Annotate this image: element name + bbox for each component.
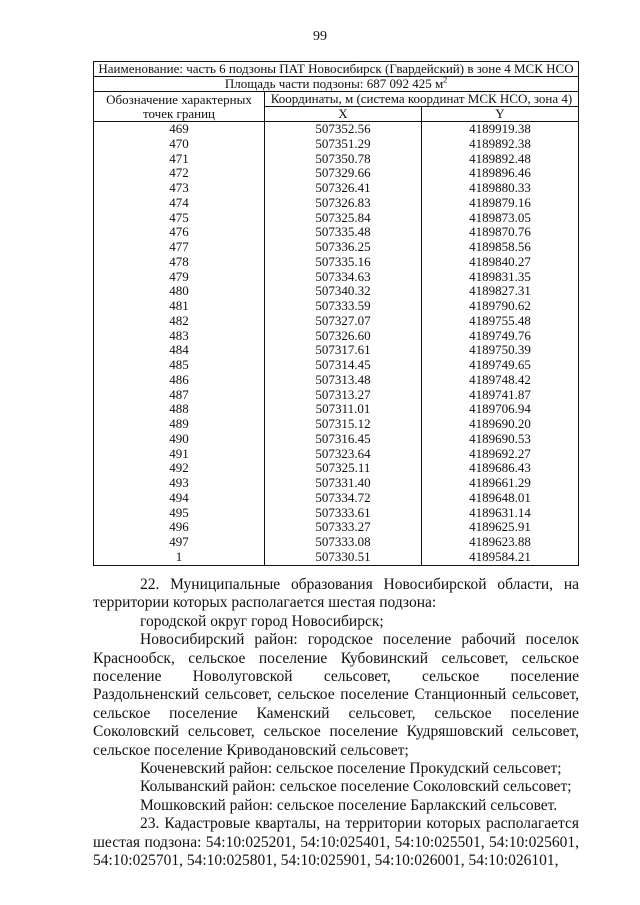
x-cell: 507333.27 bbox=[265, 520, 422, 535]
y-cell: 4189690.20 bbox=[422, 417, 579, 432]
x-cell: 507336.25 bbox=[265, 240, 422, 255]
point-cell: 491 bbox=[94, 447, 265, 462]
y-cell: 4189919.38 bbox=[422, 122, 579, 137]
y-cell: 4189623.88 bbox=[422, 535, 579, 550]
point-cell: 472 bbox=[94, 166, 265, 181]
paragraph: 23. Кадастровые кварталы, на территории которых располагается шестая подзона: 54:10:025201, 54:10:025401, 54:10:025501, 54:10:025601, 54:10:025701, 54:10:025801, 54:10:025901, 54:10:026001, 54:10:026101, bbox=[93, 815, 579, 870]
table-row bbox=[94, 181, 579, 196]
table-row bbox=[94, 491, 579, 506]
table-row bbox=[94, 225, 579, 240]
table-row bbox=[94, 152, 579, 167]
point-cell: 495 bbox=[94, 506, 265, 521]
x-cell: 507335.16 bbox=[265, 255, 422, 270]
y-cell: 4189692.27 bbox=[422, 447, 579, 462]
x-cell: 507334.72 bbox=[265, 491, 422, 506]
y-cell: 4189584.21 bbox=[422, 550, 579, 565]
point-cell: 481 bbox=[94, 299, 265, 314]
y-cell: 4189870.76 bbox=[422, 225, 579, 240]
column-header-y: Y bbox=[422, 107, 579, 122]
paragraph: Коченевский район: сельское поселение Прокудский сельсовет; bbox=[140, 760, 562, 778]
x-cell: 507326.60 bbox=[265, 329, 422, 344]
y-cell: 4189706.94 bbox=[422, 402, 579, 417]
x-cell: 507325.84 bbox=[265, 211, 422, 226]
x-cell: 507311.01 bbox=[265, 402, 422, 417]
area-label: Площадь части подзоны: 687 092 425 м bbox=[224, 76, 444, 91]
y-cell: 4189892.38 bbox=[422, 137, 579, 152]
point-cell: 493 bbox=[94, 476, 265, 491]
point-cell: 470 bbox=[94, 137, 265, 152]
table-row bbox=[94, 417, 579, 432]
column-header-x: X bbox=[265, 107, 422, 122]
x-cell: 507333.08 bbox=[265, 535, 422, 550]
paragraph: Мошковский район: сельское поселение Барлакский сельсовет. bbox=[140, 796, 558, 814]
y-cell: 4189858.56 bbox=[422, 240, 579, 255]
x-cell: 507351.29 bbox=[265, 137, 422, 152]
table-row bbox=[94, 329, 579, 344]
x-cell: 507313.27 bbox=[265, 388, 422, 403]
table-row bbox=[94, 461, 579, 476]
point-cell: 488 bbox=[94, 402, 265, 417]
y-cell: 4189827.31 bbox=[422, 284, 579, 299]
point-cell: 497 bbox=[94, 535, 265, 550]
table-area bbox=[94, 77, 579, 92]
table-row bbox=[94, 122, 579, 137]
point-cell: 476 bbox=[94, 225, 265, 240]
x-cell: 507334.63 bbox=[265, 270, 422, 285]
x-cell: 507317.61 bbox=[265, 343, 422, 358]
x-cell: 507327.07 bbox=[265, 314, 422, 329]
table-row bbox=[94, 343, 579, 358]
paragraph: 22. Муниципальные образования Новосибирской области, на территории которых располагается шестая подзона: bbox=[93, 576, 579, 612]
table-row bbox=[94, 284, 579, 299]
y-cell: 4189748.42 bbox=[422, 373, 579, 388]
point-cell: 474 bbox=[94, 196, 265, 211]
y-cell: 4189896.46 bbox=[422, 166, 579, 181]
point-cell: 485 bbox=[94, 358, 265, 373]
x-cell: 507331.40 bbox=[265, 476, 422, 491]
table-row bbox=[94, 506, 579, 521]
page-number: 99 bbox=[313, 29, 327, 44]
y-cell: 4189749.76 bbox=[422, 329, 579, 344]
point-cell: 483 bbox=[94, 329, 265, 344]
point-cell: 469 bbox=[94, 122, 265, 137]
table-row bbox=[94, 388, 579, 403]
x-cell: 507315.12 bbox=[265, 417, 422, 432]
point-cell: 486 bbox=[94, 373, 265, 388]
y-cell: 4189741.87 bbox=[422, 388, 579, 403]
table-row bbox=[94, 447, 579, 462]
point-cell: 484 bbox=[94, 343, 265, 358]
table-row bbox=[94, 270, 579, 285]
x-cell: 507333.59 bbox=[265, 299, 422, 314]
point-cell: 494 bbox=[94, 491, 265, 506]
point-cell: 479 bbox=[94, 270, 265, 285]
table-row bbox=[94, 550, 579, 565]
y-cell: 4189631.14 bbox=[422, 506, 579, 521]
table-row bbox=[94, 432, 579, 447]
x-cell: 507325.11 bbox=[265, 461, 422, 476]
table-row bbox=[94, 476, 579, 491]
table-row bbox=[94, 299, 579, 314]
y-cell: 4189686.43 bbox=[422, 461, 579, 476]
table-row bbox=[94, 240, 579, 255]
y-cell: 4189625.91 bbox=[422, 520, 579, 535]
x-cell: 507333.61 bbox=[265, 506, 422, 521]
point-cell: 477 bbox=[94, 240, 265, 255]
y-cell: 4189879.16 bbox=[422, 196, 579, 211]
table-row bbox=[94, 373, 579, 388]
column-header-coordinates: Координаты, м (система координат МСК НСО, зона 4) bbox=[265, 92, 579, 107]
y-cell: 4189880.33 bbox=[422, 181, 579, 196]
point-cell: 471 bbox=[94, 152, 265, 167]
x-cell: 507326.41 bbox=[265, 181, 422, 196]
point-cell: 490 bbox=[94, 432, 265, 447]
column-header-point bbox=[94, 92, 265, 122]
table-row bbox=[94, 520, 579, 535]
y-cell: 4189790.62 bbox=[422, 299, 579, 314]
point-cell: 1 bbox=[94, 550, 265, 565]
coordinates-table bbox=[93, 61, 579, 566]
table-row bbox=[94, 358, 579, 373]
x-cell: 507352.56 bbox=[265, 122, 422, 137]
point-cell: 492 bbox=[94, 461, 265, 476]
table-row bbox=[94, 137, 579, 152]
y-cell: 4189690.53 bbox=[422, 432, 579, 447]
table-row bbox=[94, 166, 579, 181]
table-title: Наименование: часть 6 подзоны ПАТ Новосибирск (Гвардейский) в зоне 4 МСК НСО bbox=[94, 62, 579, 77]
x-cell: 507323.64 bbox=[265, 447, 422, 462]
x-cell: 507335.48 bbox=[265, 225, 422, 240]
column-header-point-line1: Обозначение характерных bbox=[106, 91, 252, 107]
x-cell: 507316.45 bbox=[265, 432, 422, 447]
table-row bbox=[94, 255, 579, 270]
y-cell: 4189840.27 bbox=[422, 255, 579, 270]
table-row bbox=[94, 314, 579, 329]
point-cell: 496 bbox=[94, 520, 265, 535]
x-cell: 507314.45 bbox=[265, 358, 422, 373]
y-cell: 4189749.65 bbox=[422, 358, 579, 373]
column-header-point-line2: точек границ bbox=[142, 105, 216, 121]
table-row bbox=[94, 535, 579, 550]
point-cell: 487 bbox=[94, 388, 265, 403]
y-cell: 4189831.35 bbox=[422, 270, 579, 285]
y-cell: 4189750.39 bbox=[422, 343, 579, 358]
body-text bbox=[93, 576, 579, 871]
x-cell: 507330.51 bbox=[265, 550, 422, 565]
point-cell: 482 bbox=[94, 314, 265, 329]
y-cell: 4189755.48 bbox=[422, 314, 579, 329]
x-cell: 507329.66 bbox=[265, 166, 422, 181]
area-unit-superscript: 2 bbox=[443, 76, 448, 85]
point-cell: 473 bbox=[94, 181, 265, 196]
x-cell: 507350.78 bbox=[265, 152, 422, 167]
paragraph: городской округ город Новосибирск; bbox=[140, 612, 384, 630]
y-cell: 4189648.01 bbox=[422, 491, 579, 506]
x-cell: 507340.32 bbox=[265, 284, 422, 299]
y-cell: 4189661.29 bbox=[422, 476, 579, 491]
table-row bbox=[94, 402, 579, 417]
table-row bbox=[94, 196, 579, 211]
x-cell: 507326.83 bbox=[265, 196, 422, 211]
point-cell: 475 bbox=[94, 211, 265, 226]
table-row bbox=[94, 211, 579, 226]
y-cell: 4189892.48 bbox=[422, 152, 579, 167]
point-cell: 480 bbox=[94, 284, 265, 299]
point-cell: 489 bbox=[94, 417, 265, 432]
paragraph: Колыванский район: сельское поселение Соколовский сельсовет; bbox=[140, 778, 572, 796]
y-cell: 4189873.05 bbox=[422, 211, 579, 226]
x-cell: 507313.48 bbox=[265, 373, 422, 388]
paragraph: Новосибирский район: городское поселение рабочий поселок Краснообск, сельское поселение Кубовинский сельсовет, сельское поселение Новолуговской сельсовет, сельское поселение Раздольненский сельсовет, сельское поселение Станционный сельсовет, сельское поселение Каменский сельсовет, сельское поселение Соколовский сельсовет, сельское поселение Кудряшовский сельсовет, сельское поселение Криводановский сельсовет; bbox=[93, 631, 579, 759]
point-cell: 478 bbox=[94, 255, 265, 270]
